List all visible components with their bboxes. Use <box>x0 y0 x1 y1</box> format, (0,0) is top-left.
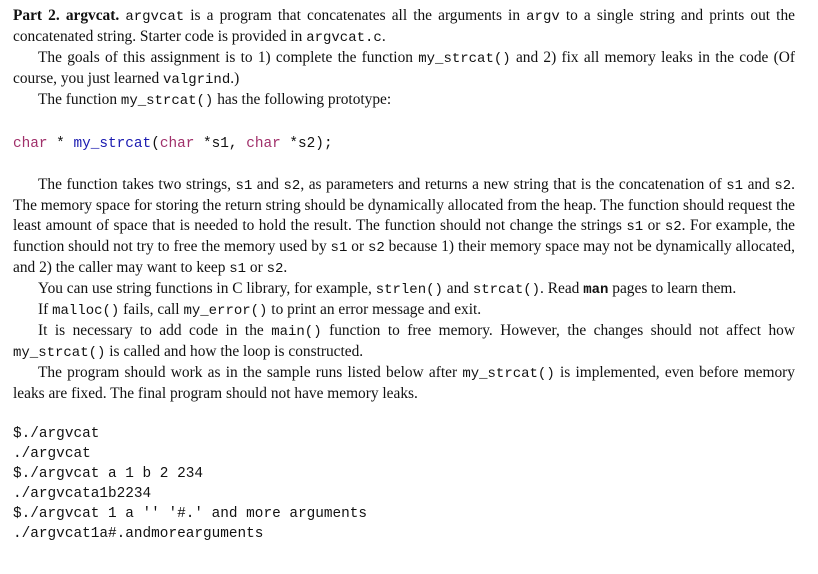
code-text: man <box>583 282 609 298</box>
sample-run-line: $./argvcat <box>13 426 100 442</box>
code-text: s2 <box>367 240 385 256</box>
body-text: . <box>283 259 288 276</box>
body-text: It is necessary to add code in the <box>38 322 272 339</box>
code-text: strlen() <box>375 282 443 298</box>
goals-paragraph <box>13 48 795 90</box>
code-text: s2 <box>664 219 682 235</box>
sample-runs-block <box>13 424 795 544</box>
code-text: malloc() <box>52 303 120 319</box>
code-text: argvcat <box>125 9 185 25</box>
code-text: main() <box>271 324 322 340</box>
code-text: my_strcat() <box>462 366 555 382</box>
body-text: If <box>38 301 53 318</box>
code-text: s1 <box>229 261 247 277</box>
function-prototype-code <box>13 134 795 154</box>
body-text: . Read <box>540 280 584 297</box>
body-text: has the following prototype: <box>213 91 392 108</box>
body-text: is called and how the loop is constructed. <box>105 343 364 360</box>
code-token: *s2); <box>280 136 333 152</box>
code-text: s1 <box>626 219 644 235</box>
body-text: The goals of this assignment is to 1) complete the function <box>38 49 419 66</box>
library-functions-paragraph <box>13 279 795 300</box>
body-text: fails, call <box>119 301 184 318</box>
code-token: *s1, <box>194 136 247 152</box>
body-text: The program should work as in the sample runs listed below after <box>38 364 463 381</box>
code-text: s2 <box>283 178 301 194</box>
intro-paragraph <box>13 6 795 48</box>
body-text: is a program that concatenates all the arguments in <box>184 7 527 24</box>
body-text: You can use string functions in C library, for example, <box>38 280 376 297</box>
code-text: s1 <box>330 240 348 256</box>
keyword-char: char <box>246 136 281 152</box>
body-text: and <box>252 176 284 193</box>
function-name: my_strcat <box>73 136 152 152</box>
body-text: , as parameters and returns a new string that is the concatenation of <box>300 176 727 193</box>
body-text: because 1) their memory space may not be dynamically allocated, and 2) the caller may want to keep <box>13 238 795 276</box>
program-name-heading: argvcat. <box>65 7 120 24</box>
keyword-char: char <box>159 136 195 152</box>
sample-run-line: ./argvcat <box>13 446 91 462</box>
prototype-intro-paragraph <box>13 90 795 111</box>
body-text: The function takes two strings, <box>38 176 236 193</box>
malloc-failure-paragraph <box>13 300 795 321</box>
code-text: valgrind <box>163 72 231 88</box>
body-text: . <box>381 28 386 45</box>
sample-run-line: ./argvcata1b2234 <box>13 486 152 502</box>
body-text: and <box>743 176 775 193</box>
body-text: is implemented, even before memory leaks are fixed. The final program should not have memory leaks. <box>13 364 795 402</box>
code-text: my_strcat() <box>120 93 214 109</box>
body-text: . The memory space for storing the return string should be dynamically allocated from the heap. The function should request the least amount of space that is needed to hold the result. The function should not change the strings <box>13 176 795 234</box>
document-page <box>13 6 795 544</box>
body-text: to print an error message and exit. <box>267 301 482 318</box>
sample-run-line: $./argvcat 1 a '' '#.' and more arguments <box>13 506 368 522</box>
body-text: function to free memory. However, the changes should not affect how <box>321 322 795 339</box>
body-text: pages to learn them. <box>608 280 737 297</box>
body-text: .) <box>230 70 240 87</box>
keyword-char: char <box>13 136 48 152</box>
body-text: to a single string and prints out the concatenated string. Starter code is provided in <box>13 7 795 45</box>
code-text: s1 <box>726 178 744 194</box>
code-text: my_error() <box>183 303 268 319</box>
sample-run-line: $./argvcat a 1 b 2 234 <box>13 466 203 482</box>
code-text: s1 <box>235 178 253 194</box>
function-description-paragraph <box>13 175 795 279</box>
code-text: s2 <box>266 261 284 277</box>
body-text: or <box>643 217 665 234</box>
sample-run-line: ./argvcat1a#.andmorearguments <box>13 526 264 542</box>
body-text: and <box>442 280 473 297</box>
body-text: and 2) fix all memory leaks in the code (Of course, you just learned <box>13 49 795 87</box>
body-text: or <box>246 259 267 276</box>
free-memory-paragraph <box>13 321 795 363</box>
code-text: argvcat.c <box>306 30 382 46</box>
part-label: Part 2. <box>13 7 60 24</box>
code-text: my_strcat() <box>13 345 106 361</box>
body-text: . For example, the function should not try to free the memory used by <box>13 217 795 255</box>
body-text: or <box>347 238 368 255</box>
sample-runs-intro-paragraph <box>13 363 795 404</box>
code-token: * <box>47 136 74 152</box>
code-text: s2 <box>774 178 792 194</box>
code-text: strcat() <box>472 282 541 298</box>
code-token: ( <box>151 136 160 152</box>
body-text: The function <box>38 91 121 108</box>
code-text: argv <box>526 9 560 25</box>
code-text: my_strcat() <box>418 51 511 67</box>
